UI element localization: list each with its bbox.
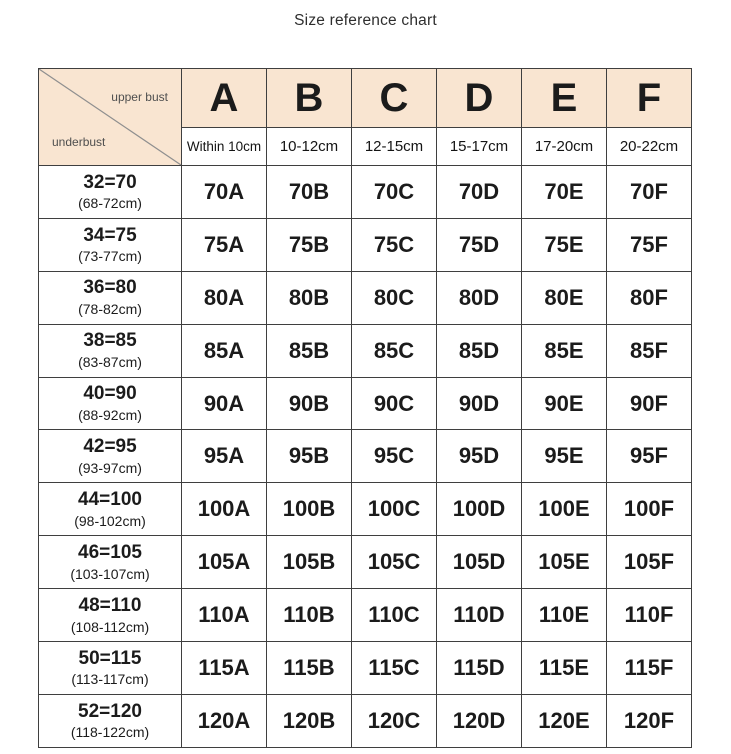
- row-header-36=80: [39, 272, 182, 325]
- size-cell-110C: 110C: [352, 589, 437, 642]
- row-header-32=70: [39, 166, 182, 219]
- size-cell-75F: 75F: [607, 219, 692, 272]
- row-header-50=115: [39, 642, 182, 695]
- size-cell-105D: 105D: [437, 536, 522, 589]
- column-letter-D: D: [437, 69, 522, 128]
- column-range-C: 12-15cm: [352, 128, 437, 166]
- size-cell-110D: 110D: [437, 589, 522, 642]
- column-letter-B: B: [267, 69, 352, 128]
- size-cell-110A: 110A: [182, 589, 267, 642]
- size-cell-115E: 115E: [522, 642, 607, 695]
- size-cell-115F: 115F: [607, 642, 692, 695]
- size-cell-120C: 120C: [352, 695, 437, 748]
- row-size-label: 46=105: [78, 541, 142, 563]
- row-range-label: (108-112cm): [70, 618, 150, 635]
- size-cell-80E: 80E: [522, 272, 607, 325]
- size-cell-85D: 85D: [437, 325, 522, 378]
- size-cell-105B: 105B: [267, 536, 352, 589]
- size-cell-70A: 70A: [182, 166, 267, 219]
- size-cell-70D: 70D: [437, 166, 522, 219]
- size-cell-80B: 80B: [267, 272, 352, 325]
- row-size-label: 40=90: [83, 383, 137, 405]
- size-cell-80C: 80C: [352, 272, 437, 325]
- size-cell-75B: 75B: [267, 219, 352, 272]
- size-cell-95D: 95D: [437, 430, 522, 483]
- size-cell-75C: 75C: [352, 219, 437, 272]
- size-cell-75E: 75E: [522, 219, 607, 272]
- row-range-label: (113-117cm): [71, 671, 149, 688]
- size-cell-105E: 105E: [522, 536, 607, 589]
- size-cell-75A: 75A: [182, 219, 267, 272]
- size-cell-100F: 100F: [607, 483, 692, 536]
- size-cell-85F: 85F: [607, 325, 692, 378]
- row-range-label: (78-82cm): [78, 301, 142, 318]
- page-title: Size reference chart: [294, 12, 437, 29]
- row-size-label: 36=80: [83, 277, 137, 299]
- size-cell-100B: 100B: [267, 483, 352, 536]
- size-cell-95C: 95C: [352, 430, 437, 483]
- row-header-34=75: [39, 219, 182, 272]
- size-cell-70C: 70C: [352, 166, 437, 219]
- size-cell-75D: 75D: [437, 219, 522, 272]
- row-range-label: (73-77cm): [78, 248, 142, 265]
- size-cell-105A: 105A: [182, 536, 267, 589]
- size-cell-115B: 115B: [267, 642, 352, 695]
- size-cell-110E: 110E: [522, 589, 607, 642]
- diagonal-divider-line: [39, 69, 181, 165]
- row-size-label: 42=95: [83, 436, 137, 458]
- row-header-40=90: [39, 378, 182, 431]
- size-cell-90C: 90C: [352, 378, 437, 431]
- size-cell-120A: 120A: [182, 695, 267, 748]
- size-cell-85B: 85B: [267, 325, 352, 378]
- size-cell-70E: 70E: [522, 166, 607, 219]
- row-range-label: (103-107cm): [70, 565, 150, 582]
- size-cell-90B: 90B: [267, 378, 352, 431]
- size-cell-95E: 95E: [522, 430, 607, 483]
- row-size-label: 48=110: [78, 594, 142, 616]
- row-header-48=110: [39, 589, 182, 642]
- column-range-F: 20-22cm: [607, 128, 692, 166]
- size-cell-100C: 100C: [352, 483, 437, 536]
- size-cell-95B: 95B: [267, 430, 352, 483]
- size-cell-105C: 105C: [352, 536, 437, 589]
- size-cell-110B: 110B: [267, 589, 352, 642]
- row-range-label: (88-92cm): [78, 407, 142, 423]
- corner-upper-bust-label: upper bust: [111, 90, 168, 104]
- size-cell-100D: 100D: [437, 483, 522, 536]
- column-letter-C: C: [352, 69, 437, 128]
- size-cell-85C: 85C: [352, 325, 437, 378]
- size-cell-80A: 80A: [182, 272, 267, 325]
- size-cell-85A: 85A: [182, 325, 267, 378]
- row-range-label: (118-122cm): [70, 724, 150, 741]
- size-cell-95F: 95F: [607, 430, 692, 483]
- size-cell-80D: 80D: [437, 272, 522, 325]
- column-letter-F: F: [607, 69, 692, 128]
- size-cell-95A: 95A: [182, 430, 267, 483]
- column-range-A: Within 10cm: [182, 128, 267, 166]
- row-size-label: 52=120: [78, 700, 142, 722]
- size-cell-70B: 70B: [267, 166, 352, 219]
- row-header-44=100: [39, 483, 182, 536]
- row-range-label: (68-72cm): [78, 195, 142, 212]
- size-cell-80F: 80F: [607, 272, 692, 325]
- size-cell-70F: 70F: [607, 166, 692, 219]
- size-cell-120B: 120B: [267, 695, 352, 748]
- row-range-label: (98-102cm): [74, 512, 146, 529]
- row-header-46=105: [39, 536, 182, 589]
- row-header-52=120: [39, 695, 182, 748]
- size-cell-90A: 90A: [182, 378, 267, 431]
- row-size-label: 44=100: [78, 488, 142, 510]
- row-range-label: (93-97cm): [78, 459, 142, 476]
- size-cell-120F: 120F: [607, 695, 692, 748]
- column-range-B: 10-12cm: [267, 128, 352, 166]
- row-range-label: (83-87cm): [78, 354, 142, 371]
- size-cell-90E: 90E: [522, 378, 607, 431]
- row-header-42=95: [39, 430, 182, 483]
- size-cell-120D: 120D: [437, 695, 522, 748]
- size-cell-120E: 120E: [522, 695, 607, 748]
- column-range-E: 17-20cm: [522, 128, 607, 166]
- size-cell-115D: 115D: [437, 642, 522, 695]
- size-cell-105F: 105F: [607, 536, 692, 589]
- size-table: [38, 68, 692, 748]
- column-range-D: 15-17cm: [437, 128, 522, 166]
- size-cell-85E: 85E: [522, 325, 607, 378]
- size-cell-90D: 90D: [437, 378, 522, 431]
- size-cell-90F: 90F: [607, 378, 692, 431]
- size-cell-100E: 100E: [522, 483, 607, 536]
- corner-cell: [39, 69, 182, 166]
- size-cell-100A: 100A: [182, 483, 267, 536]
- column-letter-A: A: [182, 69, 267, 128]
- corner-underbust-label: underbust: [52, 135, 106, 149]
- row-size-label: 32=70: [83, 171, 137, 193]
- row-size-label: 34=75: [83, 224, 137, 246]
- size-cell-115A: 115A: [182, 642, 267, 695]
- size-cell-115C: 115C: [352, 642, 437, 695]
- size-cell-110F: 110F: [607, 589, 692, 642]
- row-header-38=85: [39, 325, 182, 378]
- row-size-label: 50=115: [78, 647, 142, 669]
- row-size-label: 38=85: [83, 330, 137, 352]
- column-letter-E: E: [522, 69, 607, 128]
